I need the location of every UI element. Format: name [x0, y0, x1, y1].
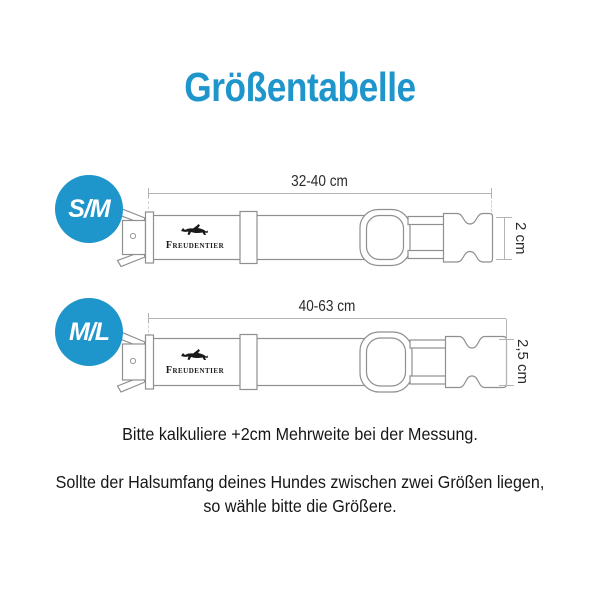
dimension-line [148, 318, 506, 319]
length-dimension-label-sm: 32-40 cm [291, 173, 348, 190]
buckle-arm-top [410, 340, 446, 348]
dimension-tick [491, 188, 492, 198]
buckle-male-body [446, 337, 507, 388]
footer-size-advice-line2: so wähle bitte die Größere. [203, 496, 397, 516]
size-badge-sm: S/M [55, 175, 123, 243]
collar-drawing-sm [112, 205, 512, 271]
collar-loop-outer [360, 210, 410, 266]
dimension-line [148, 193, 491, 194]
dimension-tick [496, 259, 512, 260]
dimension-tick [496, 217, 512, 218]
footer-size-advice-line1: Sollte der Halsumfang deines Hundes zwischen zwei Größen liegen, [55, 472, 545, 492]
collar-keeper [240, 335, 257, 390]
buckle-arm-bottom [408, 251, 444, 259]
buckle-arm-bottom [410, 376, 446, 384]
buckle-hole [130, 358, 135, 363]
brand-name: Freudentier [165, 365, 225, 376]
dimension-tick [148, 188, 149, 198]
width-dimension-label-sm: 2 cm [512, 221, 529, 255]
footer-measure-note: Bitte kalkuliere +2cm Mehrweite bei der Messung. [122, 424, 478, 444]
dimension-tick [499, 339, 514, 340]
buckle-hole [130, 233, 135, 238]
buckle-flange [146, 212, 154, 263]
collar-drawing-ml [112, 328, 514, 398]
dimension-line [506, 319, 507, 386]
dimension-tick [148, 313, 149, 323]
brand-name: Freudentier [165, 240, 225, 251]
width-dimension-label-ml: 2,5 cm [514, 339, 531, 385]
buckle-flange [146, 335, 154, 389]
buckle-arm-top [408, 217, 444, 225]
buckle-male-body [444, 214, 493, 263]
page-title: Größentabelle [184, 64, 416, 110]
dimension-line [504, 217, 505, 259]
size-badge-ml: M/L [55, 298, 123, 366]
collar-loop-outer [360, 332, 412, 392]
length-dimension-label-ml: 40-63 cm [298, 298, 356, 315]
dimension-tick [499, 385, 514, 386]
collar-keeper [240, 212, 257, 264]
